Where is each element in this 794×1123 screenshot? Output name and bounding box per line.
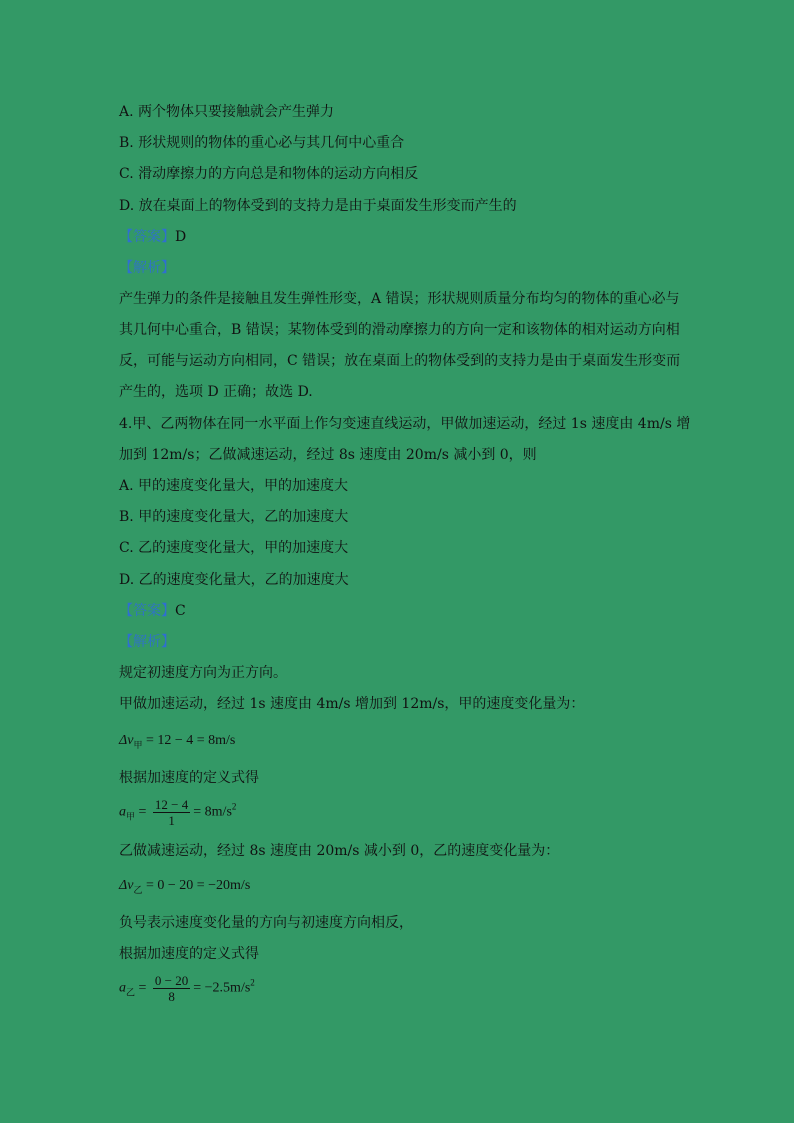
equation-delta-v-jia: [119, 732, 235, 754]
eq-rhs: = 0 − 20 = −20m/s: [142, 878, 251, 893]
answer-value: D: [175, 229, 187, 245]
eq-rhs: = 8m/s: [193, 804, 232, 820]
answer-tag: 【答案】: [119, 603, 175, 619]
equation-a-yi: $a_乙$ = $\frac{0 - 20}{8}$ = $-2.5m/s^2$: [119, 973, 255, 1004]
eq-rhs: = −2.5m/s: [193, 980, 251, 996]
q3-analysis-tag: 【解析】: [119, 260, 175, 276]
q4-analysis-line: 根据加速度的定义式得: [119, 770, 259, 786]
eq-lhs: a: [119, 804, 126, 820]
q4-analysis-line: 乙做减速运动，经过 8s 速度由 20m/s 减小到 0，乙的速度变化量为：: [119, 843, 560, 859]
q4-option-a: A. 甲的速度变化量大，甲的加速度大: [119, 478, 349, 494]
q3-analysis-line: 其几何中心重合，B 错误；某物体受到的滑动摩擦力的方向一定和该物体的相对运动方向相: [119, 322, 680, 338]
fraction-numerator: 0 − 20: [154, 973, 189, 988]
eq-rhs: = 12 − 4 = 8m/s: [142, 733, 236, 748]
q4-option-b: B. 甲的速度变化量大，乙的加速度大: [119, 509, 349, 525]
q3-option-d: D. 放在桌面上的物体受到的支持力是由于桌面发生形变而产生的: [119, 198, 517, 214]
q4-option-d: D. 乙的速度变化量大，乙的加速度大: [119, 572, 349, 588]
q4-analysis-line: 甲做加速运动，经过 1s 速度由 4m/s 增加到 12m/s，甲的速度变化量为：: [119, 696, 585, 712]
fraction-denominator: 8: [168, 989, 175, 1004]
q3-analysis-line: 产生的，选项 D 正确；故选 D.: [119, 384, 313, 400]
eq-subscript: 乙: [133, 885, 143, 895]
q4-answer: [119, 602, 186, 620]
answer-value: C: [175, 603, 186, 619]
q4-stem-line: 4.甲、乙两物体在同一水平面上作匀变速直线运动，甲做加速运动，经过 1s 速度由 4m/s 增: [119, 416, 691, 432]
eq-subscript: 乙: [126, 987, 136, 998]
q4-analysis-tag: 【解析】: [119, 634, 175, 650]
q4-analysis-line: 负号表示速度变化量的方向与初速度方向相反，: [119, 915, 413, 931]
eq-lhs: Δv: [119, 878, 134, 893]
q3-option-b: B. 形状规则的物体的重心必与其几何中心重合: [119, 135, 405, 151]
eq-superscript: 2: [250, 977, 255, 988]
eq-subscript: 甲: [126, 811, 136, 822]
eq-superscript: 2: [231, 801, 237, 812]
equation-delta-v-yi: [119, 877, 250, 899]
q4-stem-line: 加到 12m/s；乙做减速运动，经过 8s 速度由 20m/s 减小到 0，则: [119, 447, 537, 463]
eq-subscript: 甲: [133, 740, 143, 750]
q3-option-c: C. 滑动摩擦力的方向总是和物体的运动方向相反: [119, 166, 419, 182]
q3-analysis-line: 产生弹力的条件是接触且发生弹性形变，A 错误；形状规则质量分布均匀的物体的重心必与: [119, 291, 680, 307]
eq-lhs: a: [119, 980, 126, 996]
q4-analysis-line: 根据加速度的定义式得: [119, 946, 259, 962]
fraction-denominator: 1: [168, 813, 175, 828]
fraction: [153, 797, 190, 828]
q3-analysis-line: 反，可能与运动方向相同，C 错误；放在桌面上的物体受到的支持力是由于桌面发生形变而: [119, 353, 681, 369]
eq-lhs: Δv: [119, 733, 134, 748]
q3-answer: [119, 228, 186, 246]
q3-option-a: A. 两个物体只要接触就会产生弹力: [119, 104, 335, 120]
q4-analysis-line: 规定初速度方向为正方向。: [119, 665, 287, 681]
answer-tag: 【答案】: [119, 229, 175, 245]
q4-option-c: C. 乙的速度变化量大，甲的加速度大: [119, 540, 349, 556]
fraction-numerator: 12 − 4: [154, 797, 189, 812]
fraction: [153, 973, 190, 1004]
equation-a-jia: $a_甲$ = $\frac{12 - 4}{1}$ = $8m/s^2$: [119, 797, 237, 828]
